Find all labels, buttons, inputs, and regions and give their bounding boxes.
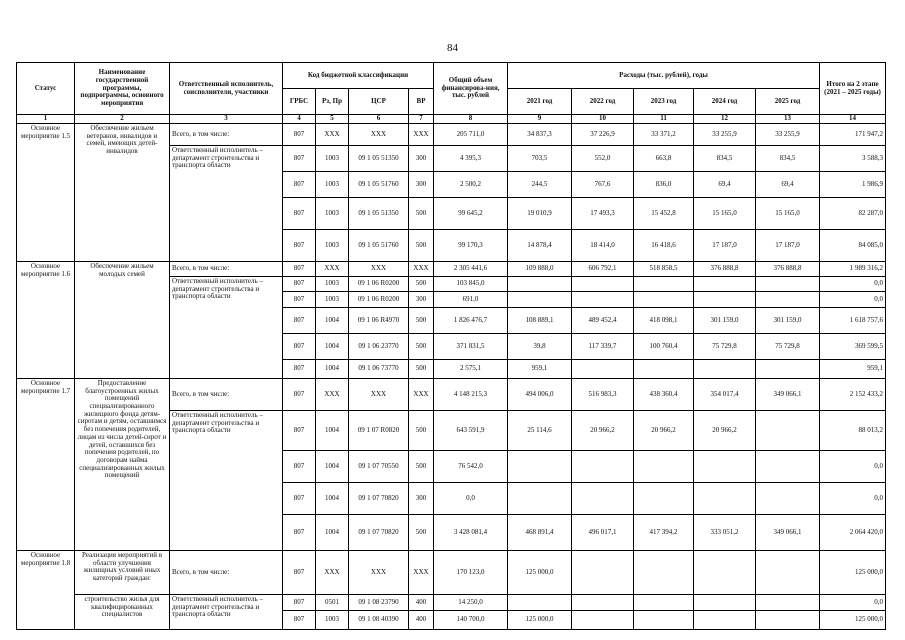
- code-cell: ХХХ: [316, 124, 349, 146]
- code-cell: 807: [283, 551, 316, 595]
- value-cell: 244,5: [508, 172, 572, 198]
- code-cell: 500: [409, 198, 434, 230]
- code-cell: 300: [409, 172, 434, 198]
- page-number: 84: [447, 42, 458, 54]
- value-cell: 18 414,0: [572, 230, 634, 262]
- value-cell: 691,0: [434, 292, 508, 308]
- value-cell: [634, 292, 694, 308]
- code-cell: 09 1 06 23770: [349, 334, 409, 360]
- value-cell: 109 888,0: [508, 262, 572, 277]
- code-cell: 09 1 07 70820: [349, 515, 409, 551]
- code-cell: ХХХ: [316, 262, 349, 277]
- value-cell: 1 826 476,7: [434, 308, 508, 334]
- value-cell: 2 575,1: [434, 360, 508, 379]
- value-cell: 834,5: [756, 146, 820, 172]
- code-cell: 0501: [316, 595, 349, 611]
- code-cell: 500: [409, 277, 434, 292]
- value-cell: 75 729,8: [694, 334, 756, 360]
- code-cell: 1003: [316, 292, 349, 308]
- value-cell: 125 000,0: [820, 551, 886, 595]
- column-number: 3: [170, 115, 283, 124]
- header-total-volume: Общий объем финансирова-ния, тыс. рублей: [434, 63, 508, 115]
- value-cell: 0,0: [434, 483, 508, 515]
- value-cell: 17 493,3: [572, 198, 634, 230]
- value-cell: [756, 551, 820, 595]
- row-responsible: Всего, в том числе:: [170, 551, 283, 595]
- value-cell: 171 947,2: [820, 124, 886, 146]
- code-cell: ХХХ: [349, 551, 409, 595]
- value-cell: 76 542,0: [434, 451, 508, 483]
- value-cell: 1 989 316,2: [820, 262, 886, 277]
- row-responsible: Ответственный исполнитель – департамент строительства и транспорта области: [170, 411, 283, 551]
- value-cell: [694, 360, 756, 379]
- header-expenses-group: Расходы (тыс. рублей), годы: [508, 63, 820, 89]
- value-cell: [756, 411, 820, 451]
- code-cell: 09 1 06 R0200: [349, 277, 409, 292]
- value-cell: 125 000,0: [508, 551, 572, 595]
- value-cell: 376 888,8: [694, 262, 756, 277]
- header-csr: ЦСР: [349, 89, 409, 115]
- value-cell: [634, 451, 694, 483]
- value-cell: 376 888,8: [756, 262, 820, 277]
- row-name: Обеспечение жильем ветеранов, инвалидов и семей, имеющих детей-инвалидов: [75, 124, 170, 262]
- value-cell: 99 645,2: [434, 198, 508, 230]
- table-row: [17, 124, 886, 146]
- row-responsible: Ответственный исполнитель – департамент строительства и транспорта области: [170, 146, 283, 262]
- value-cell: 69,4: [756, 172, 820, 198]
- value-cell: 39,8: [508, 334, 572, 360]
- value-cell: [756, 292, 820, 308]
- value-cell: 2 500,2: [434, 172, 508, 198]
- value-cell: [694, 551, 756, 595]
- value-cell: 301 159,0: [756, 308, 820, 334]
- column-number: 2: [75, 115, 170, 124]
- value-cell: [634, 595, 694, 611]
- value-cell: 349 066,1: [756, 379, 820, 411]
- code-cell: 807: [283, 515, 316, 551]
- code-cell: ХХХ: [349, 124, 409, 146]
- header-2023: 2023 год: [634, 89, 694, 115]
- code-cell: 807: [283, 172, 316, 198]
- code-cell: 1004: [316, 308, 349, 334]
- code-cell: 500: [409, 360, 434, 379]
- value-cell: 0,0: [820, 292, 886, 308]
- header-rzpr: Рз, Пр: [316, 89, 349, 115]
- code-cell: 807: [283, 334, 316, 360]
- header-code-group: Код бюджетной классификации: [283, 63, 434, 89]
- value-cell: 2 305 441,6: [434, 262, 508, 277]
- value-cell: 25 114,6: [508, 411, 572, 451]
- value-cell: 17 187,0: [756, 230, 820, 262]
- column-number: 4: [283, 115, 316, 124]
- value-cell: 20 966,2: [634, 411, 694, 451]
- code-cell: 807: [283, 611, 316, 630]
- value-cell: 108 889,1: [508, 308, 572, 334]
- value-cell: [572, 483, 634, 515]
- row-responsible: Всего, в том числе:: [170, 379, 283, 411]
- code-cell: ХХХ: [316, 551, 349, 595]
- value-cell: 15 165,0: [694, 198, 756, 230]
- column-number: 8: [434, 115, 508, 124]
- value-cell: [634, 611, 694, 630]
- value-cell: [508, 595, 572, 611]
- value-cell: 663,8: [634, 146, 694, 172]
- code-cell: 807: [283, 308, 316, 334]
- code-cell: 300: [409, 483, 434, 515]
- value-cell: 100 760,4: [634, 334, 694, 360]
- table-row: [17, 379, 886, 411]
- value-cell: 4 148 215,3: [434, 379, 508, 411]
- value-cell: 834,5: [694, 146, 756, 172]
- value-cell: [694, 483, 756, 515]
- value-cell: [694, 595, 756, 611]
- value-cell: 349 066,1: [756, 515, 820, 551]
- value-cell: [694, 292, 756, 308]
- code-cell: ХХХ: [409, 379, 434, 411]
- value-cell: 0,0: [820, 451, 886, 483]
- code-cell: ХХХ: [349, 379, 409, 411]
- column-number: 6: [349, 115, 409, 124]
- column-number: 10: [572, 115, 634, 124]
- value-cell: 0,0: [820, 595, 886, 611]
- code-cell: 500: [409, 334, 434, 360]
- value-cell: 117 339,7: [572, 334, 634, 360]
- value-cell: [694, 451, 756, 483]
- value-cell: 17 187,0: [694, 230, 756, 262]
- value-cell: 99 170,3: [434, 230, 508, 262]
- row-responsible: Ответственный исполнитель – департамент строительства и транспорта области: [170, 595, 283, 630]
- code-cell: 09 1 06 R4970: [349, 308, 409, 334]
- value-cell: 33 255,9: [756, 124, 820, 146]
- value-cell: 516 983,3: [572, 379, 634, 411]
- value-cell: 20 966,2: [694, 411, 756, 451]
- value-cell: 518 858,5: [634, 262, 694, 277]
- value-cell: 959,1: [508, 360, 572, 379]
- value-cell: [572, 360, 634, 379]
- code-cell: 400: [409, 611, 434, 630]
- code-cell: 09 1 06 73770: [349, 360, 409, 379]
- code-cell: ХХХ: [409, 262, 434, 277]
- row-status: Основное мероприятие 1.5: [17, 124, 75, 262]
- code-cell: 500: [409, 515, 434, 551]
- code-cell: 1003: [316, 172, 349, 198]
- table-body: [17, 124, 886, 630]
- value-cell: 494 006,0: [508, 379, 572, 411]
- value-cell: 552,0: [572, 146, 634, 172]
- value-cell: 836,0: [634, 172, 694, 198]
- code-cell: 500: [409, 411, 434, 451]
- value-cell: 205 711,0: [434, 124, 508, 146]
- code-cell: 807: [283, 451, 316, 483]
- value-cell: [756, 360, 820, 379]
- column-number: 11: [634, 115, 694, 124]
- value-cell: [756, 611, 820, 630]
- value-cell: [756, 451, 820, 483]
- value-cell: 2 152 433,2: [820, 379, 886, 411]
- code-cell: 09 1 08 23790: [349, 595, 409, 611]
- value-cell: 4 395,3: [434, 146, 508, 172]
- column-number-row: [17, 115, 886, 124]
- code-cell: 1003: [316, 146, 349, 172]
- code-cell: 807: [283, 198, 316, 230]
- code-cell: 300: [409, 146, 434, 172]
- header-2024: 2024 год: [694, 89, 756, 115]
- value-cell: 84 085,0: [820, 230, 886, 262]
- column-number: 5: [316, 115, 349, 124]
- header-2021: 2021 год: [508, 89, 572, 115]
- value-cell: [572, 595, 634, 611]
- value-cell: [756, 595, 820, 611]
- value-cell: 1 986,9: [820, 172, 886, 198]
- value-cell: 125 000,0: [508, 611, 572, 630]
- code-cell: 807: [283, 411, 316, 451]
- row-responsible: Всего, в том числе:: [170, 124, 283, 146]
- value-cell: 3 428 081,4: [434, 515, 508, 551]
- row-status: Основное мероприятие 1.7: [17, 379, 75, 551]
- code-cell: 807: [283, 379, 316, 411]
- value-cell: 2 064 420,0: [820, 515, 886, 551]
- value-cell: 20 966,2: [572, 411, 634, 451]
- code-cell: ХХХ: [409, 124, 434, 146]
- code-cell: 807: [283, 483, 316, 515]
- header-grbs: ГРБС: [283, 89, 316, 115]
- value-cell: 16 418,6: [634, 230, 694, 262]
- code-cell: 807: [283, 277, 316, 292]
- value-cell: 354 017,4: [694, 379, 756, 411]
- code-cell: 09 1 08 40390: [349, 611, 409, 630]
- column-number: 9: [508, 115, 572, 124]
- value-cell: 703,5: [508, 146, 572, 172]
- code-cell: 1003: [316, 611, 349, 630]
- value-cell: 140 700,0: [434, 611, 508, 630]
- code-cell: 1004: [316, 360, 349, 379]
- budget-table: [16, 62, 886, 630]
- value-cell: [508, 277, 572, 292]
- code-cell: 807: [283, 360, 316, 379]
- column-number: 13: [756, 115, 820, 124]
- code-cell: 807: [283, 595, 316, 611]
- value-cell: 103 845,0: [434, 277, 508, 292]
- row-status: Основное мероприятие 1.6: [17, 262, 75, 379]
- code-cell: 09 1 06 R0200: [349, 292, 409, 308]
- code-cell: 1004: [316, 451, 349, 483]
- row-name: Реализация мероприятий в области улучшения жилищных условий иных категорий граждан:: [75, 551, 170, 595]
- value-cell: 33 371,2: [634, 124, 694, 146]
- code-cell: 807: [283, 230, 316, 262]
- column-number: 14: [820, 115, 886, 124]
- code-cell: ХХХ: [349, 262, 409, 277]
- code-cell: 807: [283, 124, 316, 146]
- value-cell: 14 878,4: [508, 230, 572, 262]
- value-cell: 643 591,9: [434, 411, 508, 451]
- column-number: 7: [409, 115, 434, 124]
- code-cell: 400: [409, 595, 434, 611]
- code-cell: 500: [409, 308, 434, 334]
- header-name: Наименование государственной программы, подпрограммы, основного мероприятия: [75, 63, 170, 115]
- value-cell: 417 394,2: [634, 515, 694, 551]
- header-2025: 2025 год: [756, 89, 820, 115]
- code-cell: 09 1 07 70820: [349, 483, 409, 515]
- value-cell: [634, 360, 694, 379]
- value-cell: 767,6: [572, 172, 634, 198]
- code-cell: 1003: [316, 277, 349, 292]
- value-cell: 170 123,0: [434, 551, 508, 595]
- value-cell: 371 831,5: [434, 334, 508, 360]
- code-cell: 1004: [316, 334, 349, 360]
- value-cell: 125 000,0: [820, 611, 886, 630]
- code-cell: 300: [409, 292, 434, 308]
- row-responsible: Всего, в том числе:: [170, 262, 283, 277]
- header-responsible: Ответственный исполнитель, соисполнители, участники: [170, 63, 283, 115]
- value-cell: [756, 483, 820, 515]
- code-cell: 09 1 07 70550: [349, 451, 409, 483]
- code-cell: 807: [283, 262, 316, 277]
- value-cell: 88 013,2: [820, 411, 886, 451]
- value-cell: 19 010,9: [508, 198, 572, 230]
- value-cell: 333 051,2: [694, 515, 756, 551]
- value-cell: 496 017,1: [572, 515, 634, 551]
- value-cell: [634, 483, 694, 515]
- row-subname: строительство жилья для квалифицированных специалистов: [75, 595, 170, 630]
- header-2022: 2022 год: [572, 89, 634, 115]
- code-cell: 09 1 05 51760: [349, 230, 409, 262]
- value-cell: 489 452,4: [572, 308, 634, 334]
- code-cell: 1004: [316, 411, 349, 451]
- code-cell: 09 1 05 51760: [349, 172, 409, 198]
- column-number: 12: [694, 115, 756, 124]
- value-cell: 468 891,4: [508, 515, 572, 551]
- value-cell: [756, 277, 820, 292]
- value-cell: [572, 277, 634, 292]
- value-cell: 14 250,0: [434, 595, 508, 611]
- row-status: Основное мероприятие 1.8: [17, 551, 75, 630]
- value-cell: 33 255,9: [694, 124, 756, 146]
- code-cell: 807: [283, 146, 316, 172]
- row-responsible: Ответственный исполнитель – департамент строительства и транспорта области: [170, 277, 283, 379]
- value-cell: 0,0: [820, 277, 886, 292]
- value-cell: 75 729,8: [756, 334, 820, 360]
- value-cell: 3 588,3: [820, 146, 886, 172]
- value-cell: 1 618 757,6: [820, 308, 886, 334]
- value-cell: [694, 611, 756, 630]
- table-row: [17, 262, 886, 277]
- value-cell: 301 159,0: [694, 308, 756, 334]
- value-cell: 418 098,1: [634, 308, 694, 334]
- value-cell: [634, 551, 694, 595]
- value-cell: [508, 292, 572, 308]
- code-cell: ХХХ: [409, 551, 434, 595]
- value-cell: 37 226,9: [572, 124, 634, 146]
- value-cell: 369 599,5: [820, 334, 886, 360]
- code-cell: 09 1 05 51350: [349, 198, 409, 230]
- value-cell: 69,4: [694, 172, 756, 198]
- table-row: [17, 595, 886, 611]
- value-cell: 82 287,0: [820, 198, 886, 230]
- code-cell: 807: [283, 292, 316, 308]
- value-cell: [508, 483, 572, 515]
- header-vr: ВР: [409, 89, 434, 115]
- value-cell: 959,1: [820, 360, 886, 379]
- code-cell: 09 1 07 R0820: [349, 411, 409, 451]
- value-cell: [572, 551, 634, 595]
- column-number: 1: [17, 115, 75, 124]
- row-name: Предоставление благоустроенных жилых помещений специализированного жилищного фонда детям-сиротам и детям, оставшимся без попечения родителей, лицам из числа детей-сирот и детей, оставшихся без попечения родителей, по договорам найма специализированных жилых помещений: [75, 379, 170, 551]
- code-cell: 500: [409, 230, 434, 262]
- table-row: [17, 551, 886, 595]
- value-cell: [508, 451, 572, 483]
- value-cell: [572, 292, 634, 308]
- value-cell: 606 792,1: [572, 262, 634, 277]
- header-total-stage: Итого на 2 этапе (2021 – 2025 годы): [820, 63, 886, 115]
- row-name: Обеспечение жильем молодых семей: [75, 262, 170, 379]
- code-cell: 1003: [316, 198, 349, 230]
- code-cell: ХХХ: [316, 379, 349, 411]
- value-cell: 0,0: [820, 483, 886, 515]
- value-cell: [694, 277, 756, 292]
- header-status: Статус: [17, 63, 75, 115]
- value-cell: 15 452,8: [634, 198, 694, 230]
- value-cell: 15 165,0: [756, 198, 820, 230]
- code-cell: 1003: [316, 230, 349, 262]
- code-cell: 1004: [316, 483, 349, 515]
- value-cell: 438 360,4: [634, 379, 694, 411]
- value-cell: [572, 451, 634, 483]
- code-cell: 1004: [316, 515, 349, 551]
- value-cell: 34 837,3: [508, 124, 572, 146]
- value-cell: [572, 611, 634, 630]
- code-cell: 09 1 05 51350: [349, 146, 409, 172]
- value-cell: [634, 277, 694, 292]
- code-cell: 500: [409, 451, 434, 483]
